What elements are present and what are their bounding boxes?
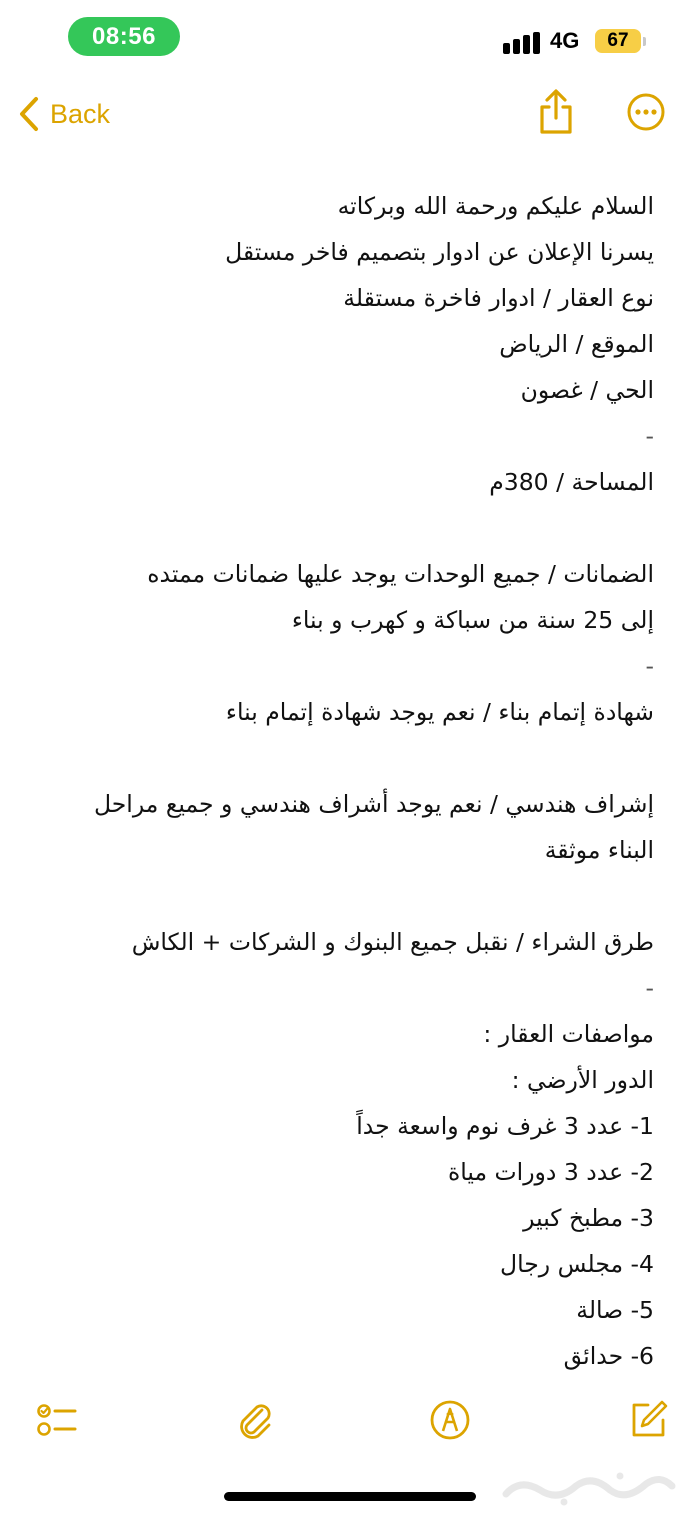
note-line: طرق الشراء / نقبل جميع البنوك و الشركات + الكاش [131, 928, 654, 956]
share-button[interactable] [535, 88, 577, 136]
haraj-watermark-logo [500, 1468, 680, 1508]
note-line: 1- عدد 3 غرف نوم واسعة جداً [356, 1112, 654, 1140]
note-line: شهادة إتمام بناء / نعم يوجد شهادة إتمام بناء [225, 698, 654, 726]
more-icon [626, 92, 666, 132]
note-line-blank [40, 505, 654, 551]
note-text-area[interactable] [40, 183, 654, 1378]
note-line-blank [40, 735, 654, 781]
attachment-icon [233, 1398, 277, 1442]
note-line-separator: - [645, 652, 654, 680]
note-line: المساحة / 380م [489, 468, 654, 496]
compose-button[interactable] [626, 1398, 670, 1442]
note-line: البناء موثقة [544, 836, 654, 864]
status-bar [0, 0, 700, 78]
note-line: 2- عدد 3 دورات مياة [447, 1158, 654, 1186]
note-line: الدور الأرضي : [511, 1066, 654, 1094]
home-indicator[interactable] [224, 1492, 476, 1501]
note-line: السلام عليكم ورحمة الله وبركاته [337, 192, 654, 220]
checklist-icon [35, 1398, 79, 1442]
note-line-separator: - [645, 422, 654, 450]
note-line: إشراف هندسي / نعم يوجد أشراف هندسي و جميع مراحل [93, 790, 654, 818]
back-button[interactable] [18, 92, 110, 136]
note-line: يسرنا الإعلان عن ادوار بتصميم فاخر مستقل [225, 238, 654, 266]
note-line: الموقع / الرياض [499, 330, 654, 358]
attachment-button[interactable] [233, 1398, 277, 1442]
back-label: Back [50, 98, 111, 129]
bottom-toolbar [0, 1398, 700, 1448]
chevron-left-icon [18, 96, 40, 132]
note-line: 5- صالة [576, 1296, 654, 1324]
battery-tip [643, 37, 646, 46]
markup-pen-icon [428, 1398, 472, 1442]
note-line: الحي / غصون [520, 376, 654, 404]
compose-icon [626, 1398, 670, 1442]
note-line: 3- مطبخ كبير [523, 1204, 654, 1232]
cellular-signal-icon [503, 32, 541, 54]
note-line: 6- حدائق [563, 1342, 654, 1370]
note-line: مواصفات العقار : [483, 1020, 654, 1048]
more-button[interactable] [626, 92, 666, 132]
navigation-bar [0, 78, 700, 158]
battery-level: 67 [595, 29, 641, 53]
network-type: 4G [550, 28, 580, 53]
note-line-blank [40, 873, 654, 919]
note-line: نوع العقار / ادوار فاخرة مستقلة [343, 284, 654, 312]
status-time: 08:56 [68, 17, 180, 56]
note-line: إلى 25 سنة من سباكة و كهرب و بناء [291, 606, 654, 634]
note-line-separator: - [645, 974, 654, 1002]
note-line: الضمانات / جميع الوحدات يوجد عليها ضمانات ممتده [147, 560, 654, 588]
note-line: 4- مجلس رجال [500, 1250, 654, 1278]
markup-button[interactable] [428, 1398, 472, 1442]
share-icon [535, 88, 577, 136]
checklist-button[interactable] [35, 1398, 79, 1442]
